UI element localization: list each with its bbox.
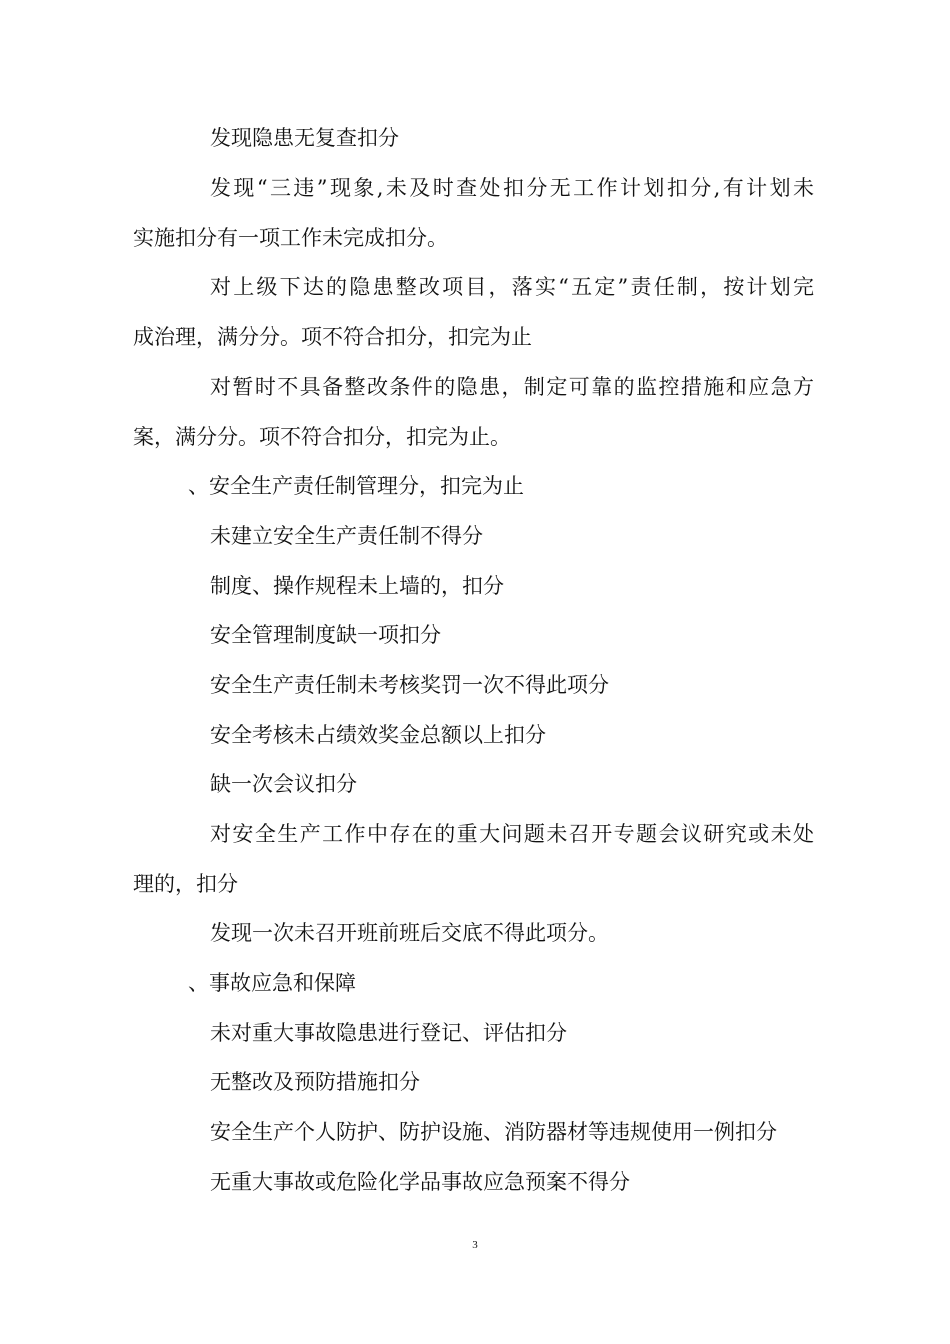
text-line: 无重大事故或危险化学品事故应急预案不得分 — [210, 1170, 630, 1194]
text-line: 成治理，满分分。项不符合扣分，扣完为止 — [133, 325, 532, 349]
text-line: 对暂时不具备整改条件的隐患，制定可靠的监控措施和应急方 — [210, 375, 814, 399]
text-line: 安全生产个人防护、防护设施、消防器材等违规使用一例扣分 — [210, 1120, 777, 1144]
text-line: 未建立安全生产责任制不得分 — [210, 524, 483, 548]
section-heading: 、安全生产责任制管理分，扣完为止 — [188, 474, 524, 498]
text-line: 缺一次会议扣分 — [210, 772, 357, 796]
text-line: 安全管理制度缺一项扣分 — [210, 623, 441, 647]
text-line: 案，满分分。项不符合扣分，扣完为止。 — [133, 425, 511, 449]
text-line: 安全考核未占绩效奖金总额以上扣分 — [210, 723, 546, 747]
text-line: 理的，扣分 — [133, 872, 238, 896]
text-line: 制度、操作规程未上墙的，扣分 — [210, 574, 504, 598]
page-number: 3 — [472, 1239, 478, 1251]
text-line: 发现一次未召开班前班后交底不得此项分。 — [210, 921, 609, 945]
section-heading: 、事故应急和保障 — [188, 971, 356, 995]
text-line: 对安全生产工作中存在的重大问题未召开专题会议研究或未处 — [210, 822, 814, 846]
text-line: 实施扣分有一项工作未完成扣分。 — [133, 226, 448, 250]
text-line: 发现“三违”现象,未及时查处扣分无工作计划扣分,有计划未 — [210, 176, 814, 200]
text-line: 无整改及预防措施扣分 — [210, 1070, 420, 1094]
text-line: 未对重大事故隐患进行登记、评估扣分 — [210, 1021, 567, 1045]
text-line: 安全生产责任制未考核奖罚一次不得此项分 — [210, 673, 609, 697]
text-line: 发现隐患无复查扣分 — [210, 126, 399, 150]
text-line: 对上级下达的隐患整改项目，落实“五定”责任制，按计划完 — [210, 275, 814, 299]
